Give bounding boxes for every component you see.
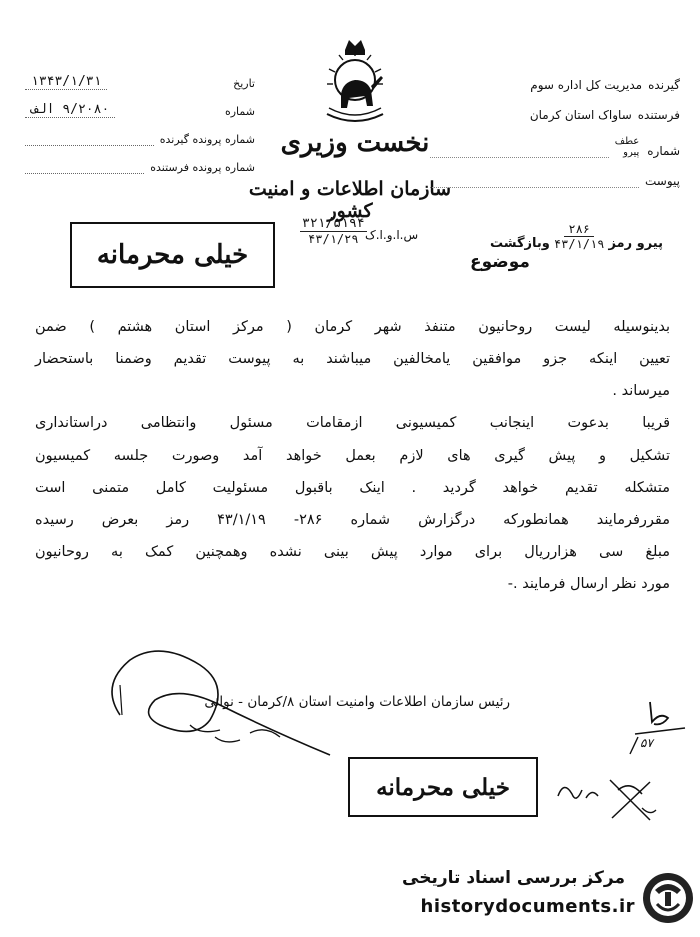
cipher-date: ۴۳/۱/۱۹	[553, 237, 605, 251]
watermark-title: مرکز بررسی اسناد تاریخی	[402, 868, 625, 888]
ref-number-top: عطف	[614, 136, 640, 147]
handwritten-signature	[100, 645, 350, 765]
attachment-line	[430, 186, 639, 188]
number-value: ۹/۲۰۸۰ الف	[25, 102, 115, 118]
incoming-reference	[300, 216, 367, 246]
classification-stamp-bottom: خیلی محرمانه	[348, 757, 538, 817]
paragraph-2	[35, 414, 670, 593]
header-right-fields	[430, 62, 680, 188]
recipient-label: گیرنده	[648, 78, 680, 92]
attachment-row	[430, 158, 680, 188]
sender-row	[430, 92, 680, 122]
incoming-ref-date: ۴۳/۱/۲۹	[308, 232, 359, 246]
body-line: بدینوسیله لیست روحانیون متنفذ شهر کرمان ( مرکز استان هشتم ) ضمن	[35, 319, 670, 335]
return-label: وبازگشت	[490, 236, 550, 251]
org-title: نخست وزیری	[280, 128, 430, 158]
incoming-ref-code: س.ا.و.ا.ک	[365, 228, 419, 242]
marginal-annotation	[610, 692, 700, 762]
cipher-row	[490, 222, 685, 251]
sender-file-row	[25, 146, 255, 174]
attachment-label: پیوست	[645, 174, 680, 188]
paragraph-1	[35, 318, 670, 400]
date-row	[25, 62, 255, 90]
body-line: قریبا بدعوت اینجانب کمیسیونی ازمقامات مسئول وانتظامی دراستانداری	[35, 415, 670, 432]
ref-number-line	[430, 156, 609, 158]
recipient-file-line	[25, 145, 154, 146]
recipient-value: مدیریت کل اداره سوم	[530, 78, 643, 92]
recipient-file-label: شماره پرونده گیرنده	[159, 133, 255, 146]
signature-line: رئیس سازمان اطلاعات وامنیت استان ۸/کرمان - نوائی	[204, 694, 510, 710]
classification-stamp: خیلی محرمانه	[70, 222, 275, 288]
ref-number-fraction	[615, 136, 640, 158]
subject-label: موضوع	[470, 252, 530, 272]
date-value: ۱۳۴۳/۱/۳۱	[25, 74, 107, 90]
archive-logo-icon	[641, 870, 695, 926]
body-line: میرساند .	[612, 383, 670, 400]
body-line: مورد نظر ارسال فرمایند .-	[507, 576, 670, 592]
body-line: متشکله تقدیم خواهد گردید . اینک باقبول مسئولیت کامل متمنی است	[35, 479, 670, 496]
body-line: مبلغ سی هزارریال برای موارد پیش بینی نشده وهمچنین کمک به روحانیون	[35, 543, 670, 560]
sender-label: فرستنده	[637, 108, 680, 122]
date-label: تاریخ	[233, 77, 255, 90]
number-row	[25, 90, 255, 118]
cipher-number: ۲۸۶	[564, 222, 594, 237]
sender-file-line	[25, 173, 144, 174]
lion-and-sun-emblem	[315, 36, 395, 128]
watermark-url: historydocuments.ir	[420, 896, 635, 917]
body-line: تشکیل و پیش گیری های لازم بعمل خواهد آمد وصورت جلسه کمیسیون	[35, 447, 670, 464]
ref-number-label: شماره	[647, 144, 680, 158]
sender-file-label: شماره پرونده فرستنده	[150, 161, 255, 174]
watermark	[400, 868, 695, 934]
reference-number-row	[430, 122, 680, 158]
org-name: سازمان اطلاعات و امنیت کشور	[248, 178, 452, 222]
body-line: مقررفرمایند همانطورکه درگزارش شماره ۲۸۶- ۴۳/۱/۱۹ رمز بعرض رسیده	[35, 511, 670, 528]
body-line: تعیین اینکه جزو موافقین یامخالفین میباشند به پیوست تقدیم وضمنا باستحضار	[35, 351, 670, 368]
cipher-fraction	[554, 222, 605, 251]
cipher-label: پیرو رمز	[608, 236, 663, 251]
cipher-reference	[490, 222, 685, 251]
recipient-file-row	[25, 118, 255, 146]
recipient-row	[430, 62, 680, 92]
sender-value: ساواک استان کرمان	[529, 108, 632, 122]
letter-body	[35, 318, 670, 607]
handwritten-initials	[550, 760, 665, 830]
marginal-note-number: ۵۷	[640, 736, 653, 750]
incoming-ref-number: ۳۲۱/۵۱۹۴	[302, 216, 365, 231]
ref-number-bottom: پیرو	[623, 147, 640, 158]
header-left-fields	[25, 62, 255, 174]
number-label: شماره	[224, 105, 255, 118]
